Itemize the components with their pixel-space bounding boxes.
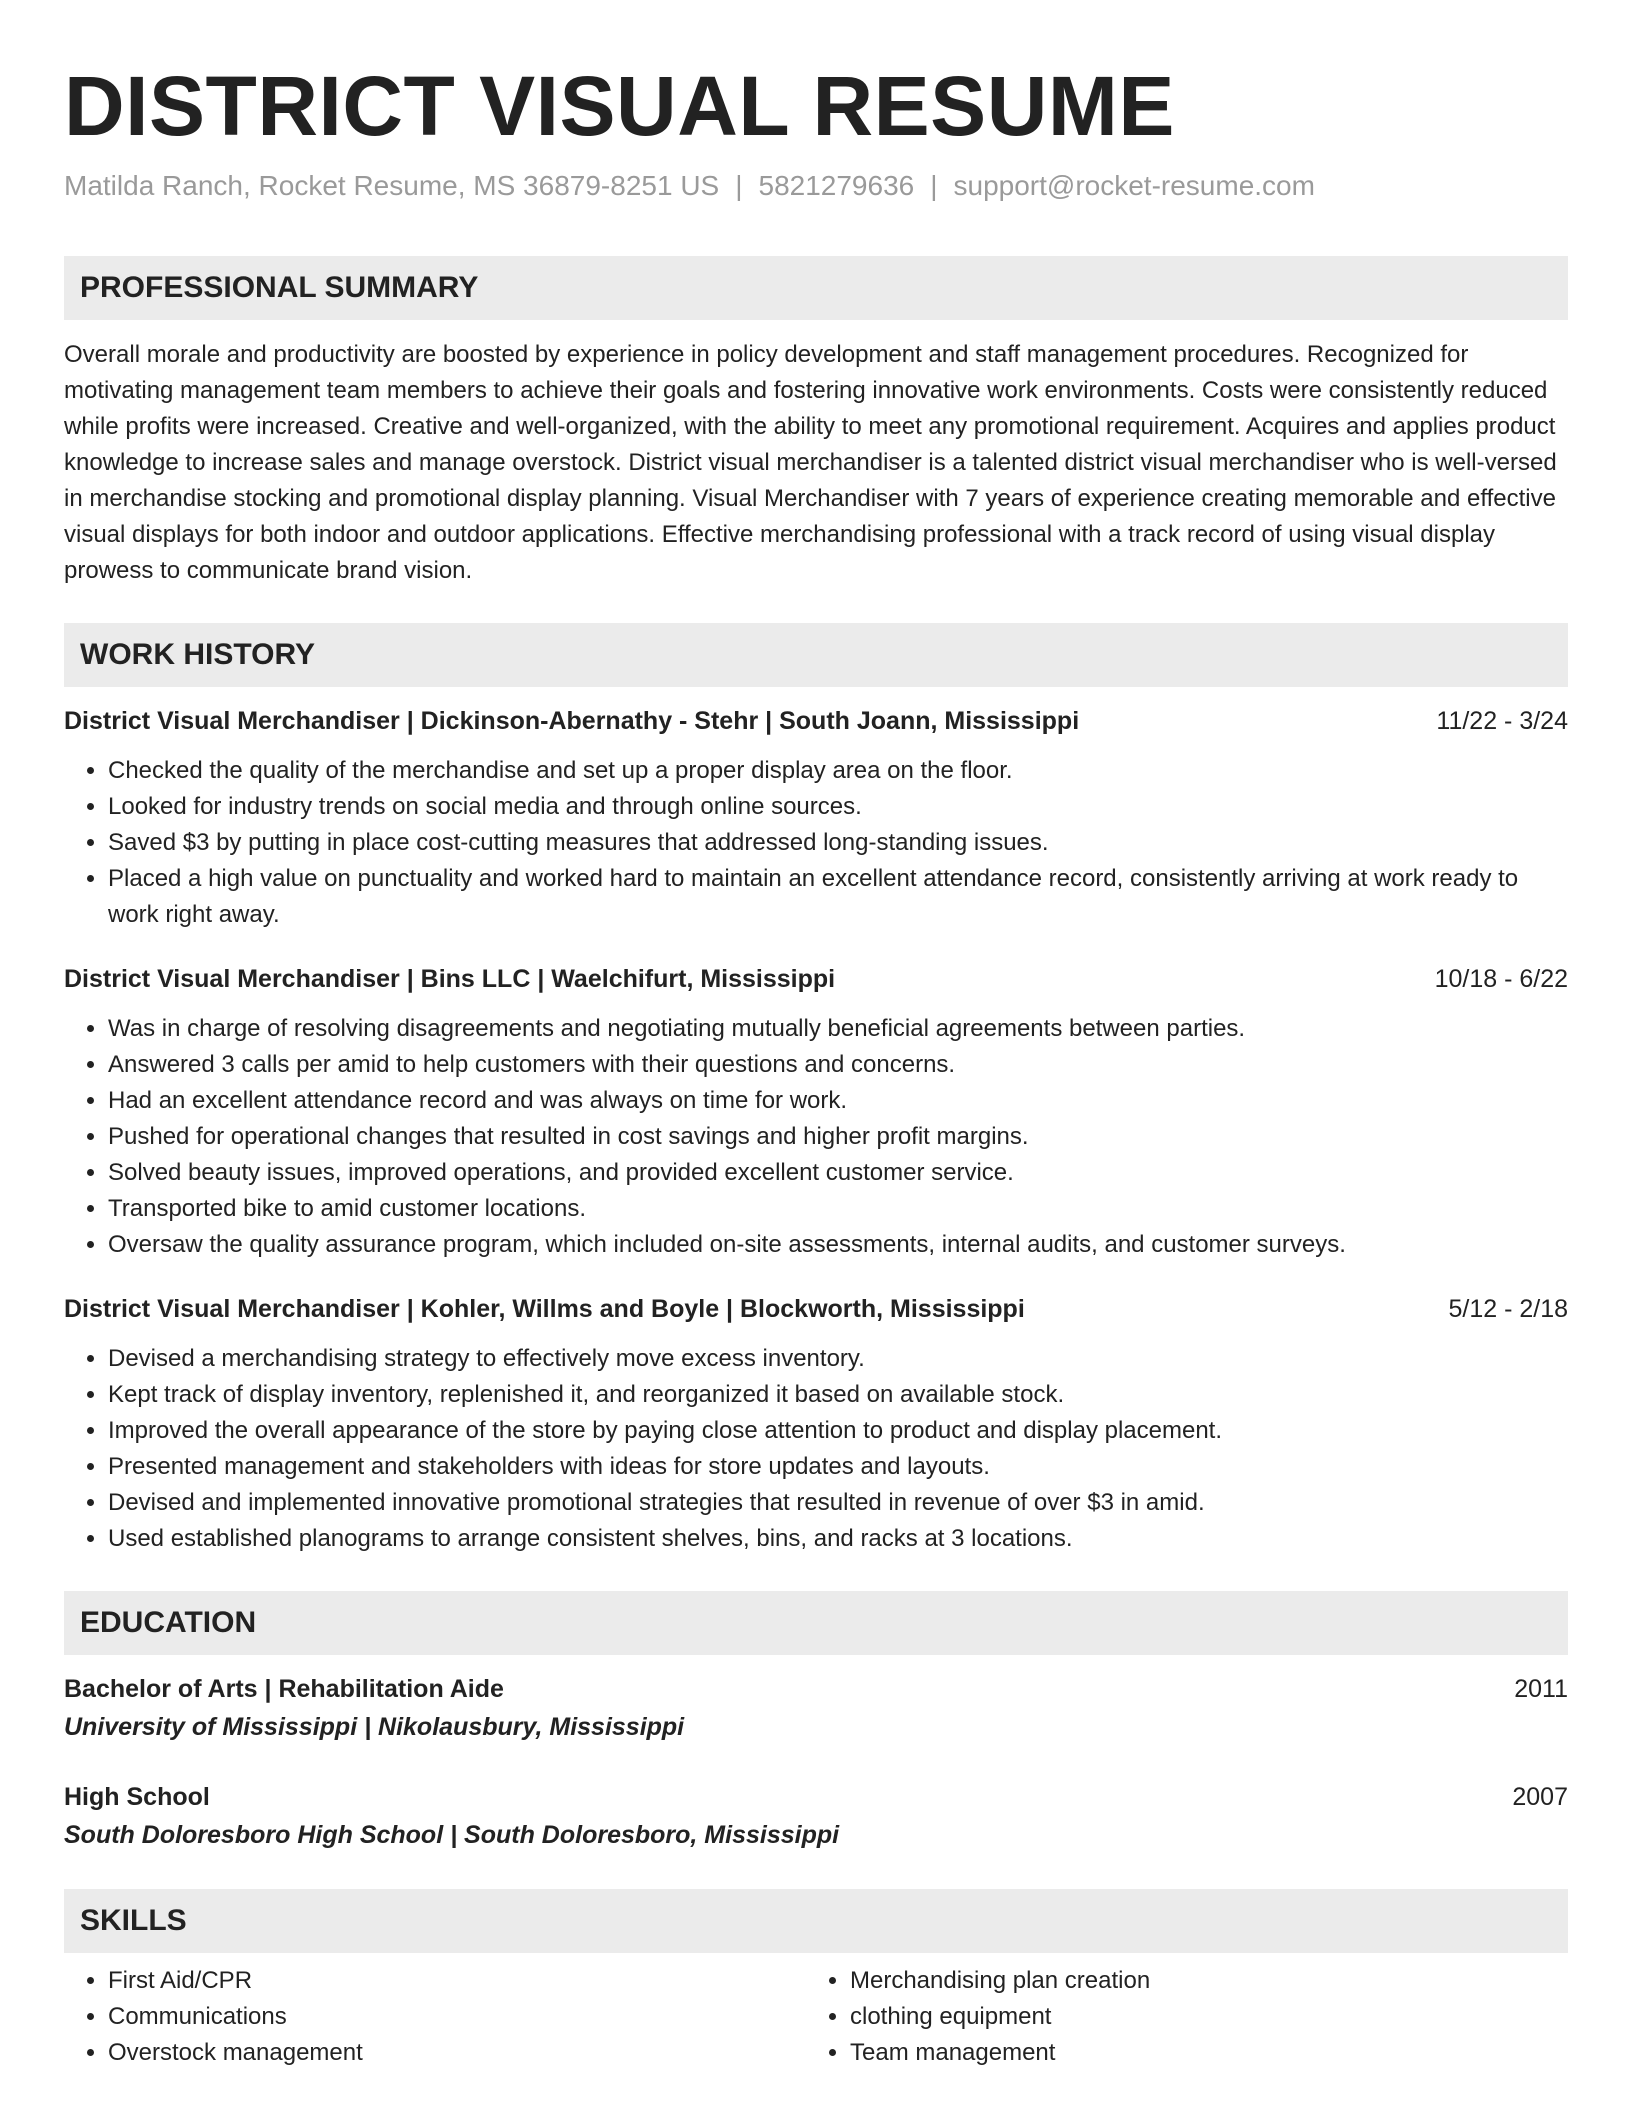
job-title: District Visual Merchandiser | Kohler, Willms and Boyle | Blockworth, Mississippi [64, 1295, 1025, 1323]
education-school: University of Mississippi | Nikolausbury, Mississippi [64, 1713, 685, 1741]
job-bullet: • Placed a high value on punctuality and worked hard to maintain an excellent attendance record, consistently arriving at work ready to work right away. [108, 861, 1568, 933]
job-dates: 10/18 - 6/22 [1434, 965, 1568, 993]
education-year: 2011 [1514, 1675, 1568, 1703]
skill-item: • First Aid/CPR [108, 1963, 806, 1999]
job-dates: 11/22 - 3/24 [1436, 707, 1568, 735]
contact-separator: | [735, 170, 743, 201]
job-bullet: • Answered 3 calls per amid to help customers with their questions and concerns. [108, 1047, 1568, 1083]
section-header-skills: SKILLS [64, 1889, 1568, 1953]
job-title: District Visual Merchandiser | Dickinson-Abernathy - Stehr | South Joann, Mississippi [64, 707, 1080, 735]
summary-text: Overall morale and productivity are boosted by experience in policy development and staff management procedures. Recognized for motivating management team members to achieve their goals and fostering innovative work environments. Costs were consistently reduced while profits were increased. Creative and well-organized, with the ability to meet any promotional requirement. Acquires and applies product knowledge to increase sales and manage overstock. District visual merchandiser is a talented district visual merchandiser who is well-versed in merchandise stocking and promotional display planning. Visual Merchandiser with 7 years of experience creating memorable and effective visual displays for both indoor and outdoor applications. Effective merchandising professional with a track record of using visual display prowess to communicate brand vision. [64, 341, 1557, 584]
education-entry [64, 1779, 1568, 1855]
job-bullet: • Solved beauty issues, improved operations, and provided excellent customer service. [108, 1155, 1568, 1191]
education-entry [64, 1671, 1568, 1747]
education-degree: High School [64, 1783, 210, 1811]
section-header-work-history: WORK HISTORY [64, 623, 1568, 687]
job-bullet: • Transported bike to amid customer locations. [108, 1191, 1568, 1227]
job-bullet: • Was in charge of resolving disagreements and negotiating mutually beneficial agreements between parties. [108, 1011, 1568, 1047]
job-bullet: • Improved the overall appearance of the store by paying close attention to product and display placement. [108, 1413, 1568, 1449]
section-header-education: EDUCATION [64, 1591, 1568, 1655]
education-header [64, 1671, 1568, 1707]
education-degree: Bachelor of Arts | Rehabilitation Aide [64, 1675, 504, 1703]
job-bullet: • Had an excellent attendance record and was always on time for work. [108, 1083, 1568, 1119]
education-header [64, 1779, 1568, 1815]
job-bullet: • Kept track of display inventory, replenished it, and reorganized it based on available stock. [108, 1377, 1568, 1413]
contact-line [64, 168, 1568, 204]
job-bullet: • Oversaw the quality assurance program, which included on-site assessments, internal audits, and customer surveys. [108, 1227, 1568, 1263]
job-bullets [64, 753, 1568, 933]
resume-page [64, 0, 1568, 2071]
skills-list-right [806, 1963, 1548, 2071]
job-bullets [64, 1341, 1568, 1557]
job-bullet: • Saved $3 by putting in place cost-cutting measures that addressed long-standing issues. [108, 825, 1568, 861]
job-bullet: • Devised and implemented innovative promotional strategies that resulted in revenue of over $3 in amid. [108, 1485, 1568, 1521]
education-year: 2007 [1512, 1783, 1568, 1811]
job-title: District Visual Merchandiser | Bins LLC | Waelchifurt, Mississippi [64, 965, 836, 993]
job-bullets [64, 1011, 1568, 1263]
contact-phone: 5821279636 [758, 170, 915, 201]
skill-item: • clothing equipment [850, 1999, 1548, 2035]
skills-columns [64, 1963, 1568, 2071]
contact-email: support@rocket-resume.com [953, 170, 1315, 201]
skills-list-left [64, 1963, 806, 2071]
job-entry [64, 1291, 1568, 1557]
skill-item: • Merchandising plan creation [850, 1963, 1548, 1999]
job-header [64, 703, 1568, 739]
job-bullet: • Presented management and stakeholders with ideas for store updates and layouts. [108, 1449, 1568, 1485]
skill-item: • Team management [850, 2035, 1548, 2071]
job-header [64, 1291, 1568, 1327]
job-bullet: • Checked the quality of the merchandise and set up a proper display area on the floor. [108, 753, 1568, 789]
contact-separator: | [930, 170, 938, 201]
contact-address: Matilda Ranch, Rocket Resume, MS 36879-8251 US [64, 170, 720, 201]
section-header-summary: PROFESSIONAL SUMMARY [64, 256, 1568, 320]
skill-item: • Overstock management [108, 2035, 806, 2071]
job-entry [64, 961, 1568, 1263]
job-dates: 5/12 - 2/18 [1448, 1295, 1568, 1323]
job-bullet: • Pushed for operational changes that resulted in cost savings and higher profit margins. [108, 1119, 1568, 1155]
job-entry [64, 703, 1568, 933]
job-bullet: • Used established planograms to arrange consistent shelves, bins, and racks at 3 locations. [108, 1521, 1568, 1557]
skill-item: • Communications [108, 1999, 806, 2035]
education-school: South Doloresboro High School | South Doloresboro, Mississippi [64, 1821, 840, 1849]
job-bullet: • Devised a merchandising strategy to effectively move excess inventory. [108, 1341, 1568, 1377]
resume-title: DISTRICT VISUAL RESUME [64, 59, 1175, 153]
job-header [64, 961, 1568, 997]
job-bullet: • Looked for industry trends on social media and through online sources. [108, 789, 1568, 825]
